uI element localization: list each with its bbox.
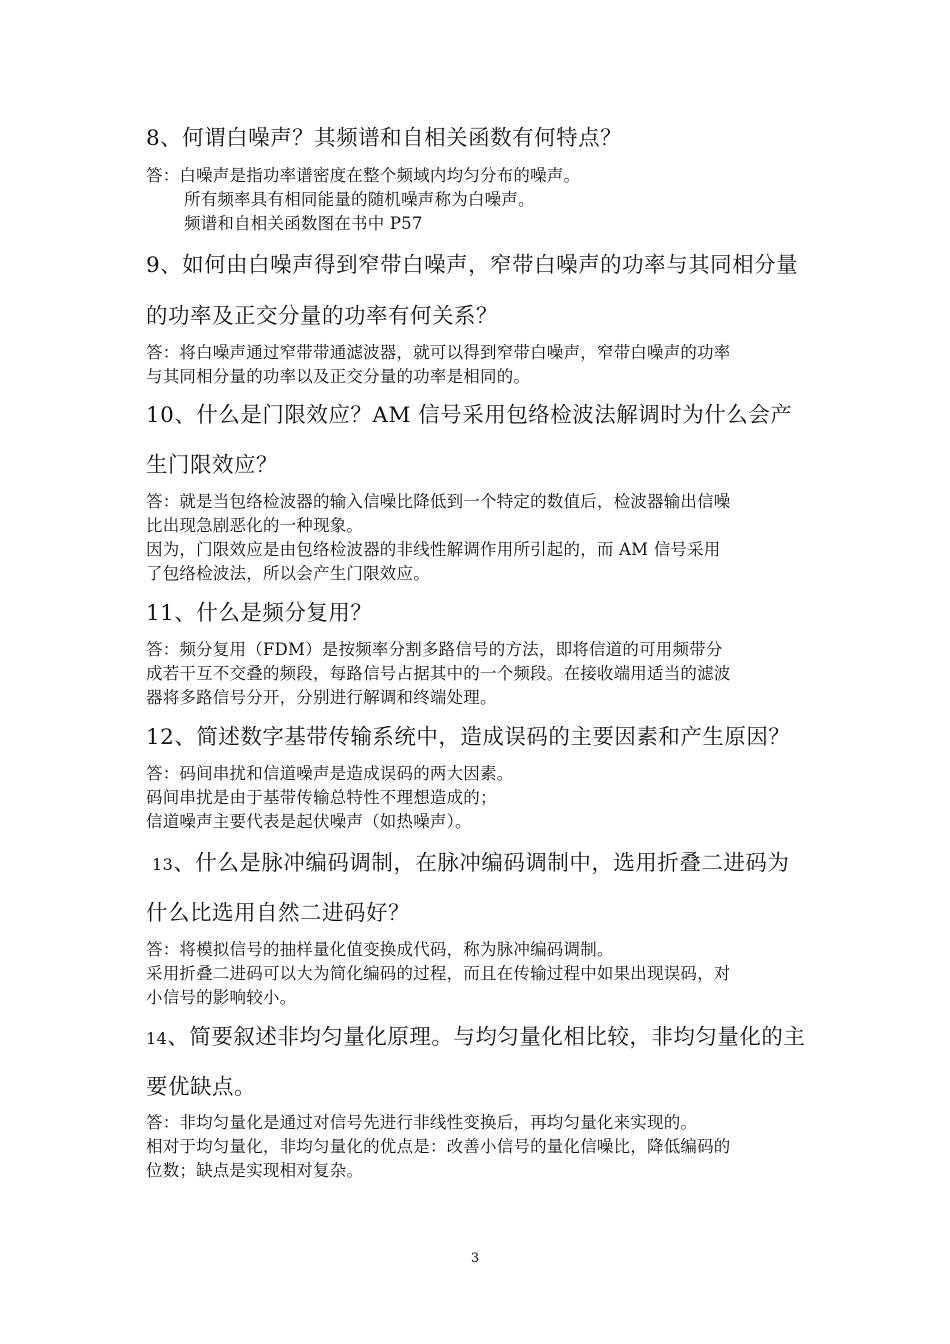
- question-line: 生门限效应？: [146, 453, 279, 478]
- question-number: 13: [152, 855, 174, 874]
- question-text: 、简要叙述非均匀量化原理。与均匀量化相比较，非均匀量化的主: [167, 1025, 806, 1050]
- answer-line: 频谱和自相关函数图在书中 P57: [184, 214, 423, 233]
- question-10-cont: [146, 448, 278, 479]
- answer-12: [146, 762, 513, 834]
- answer-line: 因为，门限效应是由包络检波器的非线性解调作用所引起的，而 AM 信号采用: [146, 540, 721, 559]
- answer-line: 比出现急剧恶化的一种现象。: [146, 516, 364, 535]
- question-line: 的功率及正交分量的功率有何关系？: [146, 304, 499, 329]
- answer-line: 答：将模拟信号的抽样量化值变换成代码，称为脉冲编码调制。: [146, 940, 614, 959]
- question-line: 12、简述数字基带传输系统中，造成误码的主要因素和产生原因？: [146, 725, 791, 750]
- question-8: [146, 121, 622, 152]
- answer-13: [146, 938, 731, 1010]
- question-line: 9、如何由白噪声得到窄带白噪声，窄带白噪声的功率与其同相分量: [146, 253, 799, 278]
- question-text: 、什么是脉冲编码调制，在脉冲编码调制中，选用折叠二进码为: [173, 851, 790, 876]
- answer-line: 码间串扰是由于基带传输总特性不理想造成的；: [146, 788, 497, 807]
- answer-line: 相对于均匀量化，非均匀量化的优点是：改善小信号的量化信噪比，降低编码的: [146, 1137, 731, 1156]
- answer-line: 采用折叠二进码可以大为简化编码的过程，而且在传输过程中如果出现误码，对: [146, 964, 731, 983]
- question-13: [152, 846, 789, 877]
- answer-line: 了包络检波法，所以会产生门限效应。: [146, 564, 430, 583]
- answer-line: 答：就是当包络检波器的输入信噪比降低到一个特定的数值后，检波器输出信噪: [146, 492, 731, 511]
- question-14-cont: [146, 1070, 256, 1101]
- answer-line: 答：频分复用（FDM）是按频率分割多路信号的方法，即将信道的可用频带分: [146, 640, 723, 659]
- answer-9: [146, 341, 731, 389]
- answer-line: 与其同相分量的功率以及正交分量的功率是相同的。: [146, 367, 531, 386]
- question-line: 8、何谓白噪声？其频谱和自相关函数有何特点？: [146, 126, 623, 151]
- question-10: [146, 398, 792, 429]
- answer-8: [146, 164, 580, 236]
- question-12: [146, 720, 790, 751]
- question-line: [152, 846, 789, 877]
- question-line: 要优缺点。: [146, 1075, 257, 1100]
- answer-line: 器将多路信号分开，分别进行解调和终端处理。: [146, 688, 497, 707]
- answer-line: 位数；缺点是实现相对复杂。: [146, 1161, 364, 1180]
- answer-line: 成若干互不交叠的频段，每路信号占据其中的一个频段。在接收端用适当的滤波: [146, 664, 731, 683]
- answer-line: 小信号的影响较小。: [146, 988, 297, 1007]
- answer-line: 答：码间串扰和信道噪声是造成误码的两大因素。: [146, 764, 514, 783]
- answer-14: [146, 1111, 731, 1183]
- question-line: 10、什么是门限效应？AM 信号采用包络检波法解调时为什么会产: [146, 403, 793, 428]
- answer-10: [146, 490, 731, 586]
- question-number: 14: [146, 1029, 168, 1048]
- question-11: [146, 596, 372, 627]
- question-13-cont: [146, 896, 410, 927]
- answer-11: [146, 638, 731, 710]
- question-line: 什么比选用自然二进码好？: [146, 901, 411, 926]
- answer-line: 答：非均匀量化是通过对信号先进行非线性变换后，再均匀量化来实现的。: [146, 1113, 698, 1132]
- question-9-cont: [146, 299, 498, 330]
- question-14: [146, 1020, 805, 1051]
- page-number: 3: [470, 1251, 480, 1266]
- question-line: 11、什么是频分复用？: [146, 601, 373, 626]
- question-line: [146, 1020, 805, 1051]
- answer-line: 所有频率具有相同能量的随机噪声称为白噪声。: [184, 190, 535, 209]
- question-9: [146, 248, 798, 279]
- answer-line: 答：白噪声是指功率谱密度在整个频域内均匀分布的噪声。: [146, 166, 581, 185]
- answer-line: 信道噪声主要代表是起伏噪声（如热噪声）。: [146, 812, 472, 831]
- answer-line: 答：将白噪声通过窄带带通滤波器，就可以得到窄带白噪声，窄带白噪声的功率: [146, 343, 731, 362]
